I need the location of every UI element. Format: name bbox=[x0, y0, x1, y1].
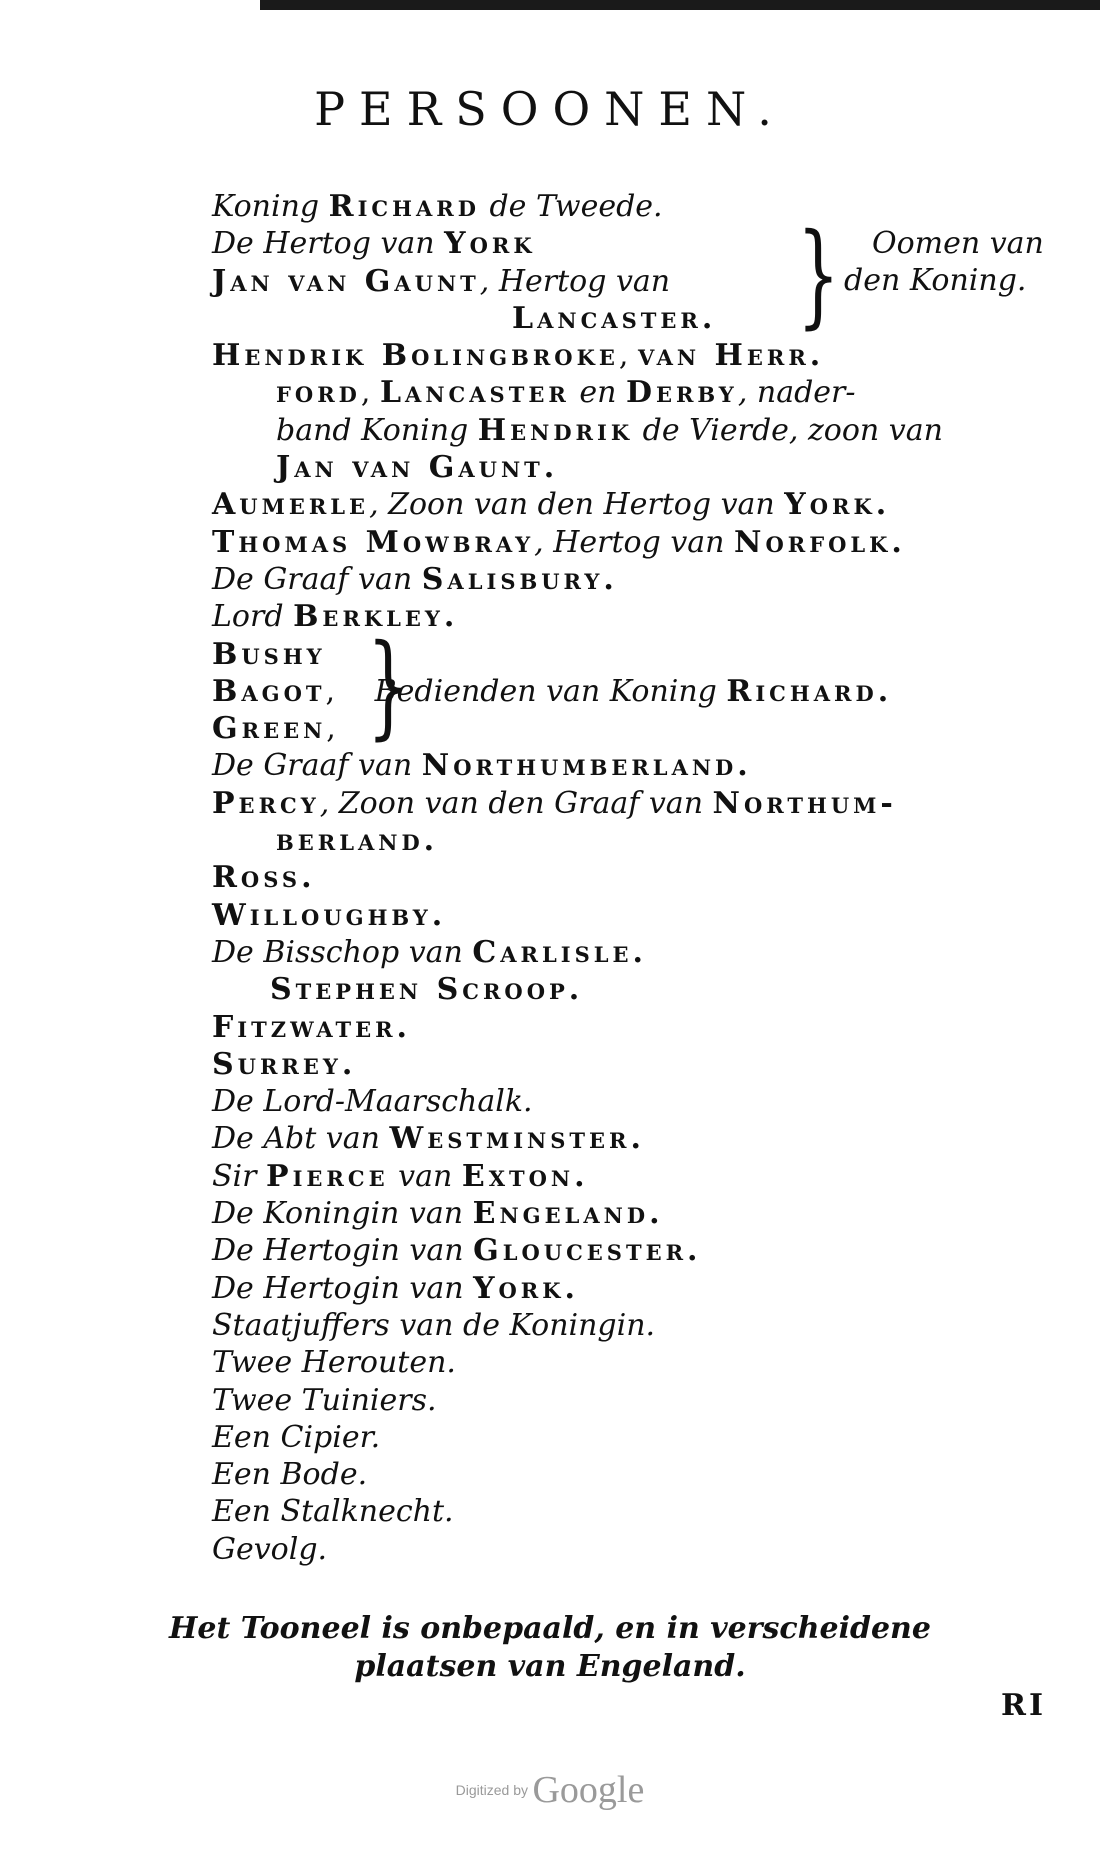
person-entry: De Graaf van Salisbury. bbox=[212, 561, 618, 597]
person-entry: Stephen Scroop. bbox=[270, 972, 584, 1008]
brace-note-line2: den Koning. bbox=[844, 263, 1027, 299]
watermark-prefix: Digitized by bbox=[455, 1782, 529, 1798]
person-entry: Green, bbox=[212, 711, 336, 747]
watermark-brand: Google bbox=[532, 1769, 645, 1811]
stage-direction bbox=[0, 1610, 1100, 1686]
person-entry: Een Bode. bbox=[212, 1457, 368, 1493]
person-entry: De Hertogin van York. bbox=[212, 1270, 579, 1306]
person-entry: Aumerle, Zoon van den Hertog van York. bbox=[212, 487, 891, 523]
page-title: PERSOONEN. bbox=[314, 82, 786, 136]
person-entry: De Abt van Westminster. bbox=[212, 1121, 645, 1157]
stage-line-1: Het Tooneel is onbepaald, en in verscheidene bbox=[169, 1611, 931, 1646]
person-entry: Hendrik Bolingbroke, van Herr. bbox=[212, 338, 825, 374]
digitization-watermark bbox=[0, 1768, 1100, 1812]
person-entry: Lord Berkley. bbox=[212, 599, 459, 635]
person-entry: Koning Richard de Tweede. bbox=[212, 189, 663, 224]
person-entry: Bushy } bbox=[212, 620, 410, 751]
person-entry: Gevolg. bbox=[212, 1531, 328, 1567]
curly-brace-icon: } bbox=[367, 620, 410, 751]
person-entry: Staatjuffers van de Koningin. bbox=[212, 1307, 656, 1343]
catchword: RI bbox=[1001, 1688, 1046, 1723]
person-entry: De Koningin van Engeland. bbox=[212, 1196, 664, 1232]
person-entry: Surrey. bbox=[212, 1046, 357, 1082]
person-entry: De Graaf van Northumberland. bbox=[212, 748, 752, 784]
person-entry: Bagot, Bedienden van Koning Richard. bbox=[212, 673, 893, 709]
person-entry: De Hertog van York } Oomen van den Koning. bbox=[212, 210, 1044, 341]
person-entry: Sir Pierce van Exton. bbox=[212, 1158, 589, 1194]
person-entry: De Lord-Maarschalk. bbox=[212, 1084, 533, 1120]
person-entry: Willoughby. bbox=[212, 897, 447, 933]
person-entry: De Hertogin van Gloucester. bbox=[212, 1233, 702, 1269]
top-edge-rule bbox=[260, 0, 1100, 10]
person-entry: Ross. bbox=[212, 860, 316, 896]
person-entry: Percy, Zoon van den Graaf van Northum- bbox=[212, 785, 897, 821]
person-entry: De Bisschop van Carlisle. bbox=[212, 934, 647, 970]
person-entry: Twee Herouten. bbox=[212, 1345, 456, 1381]
person-entry-continuation: Lancaster. bbox=[512, 300, 717, 336]
person-entry: Thomas Mowbray, Hertog van Norfolk. bbox=[212, 524, 906, 560]
person-entry: Jan van Gaunt, Hertog van bbox=[212, 263, 671, 299]
person-entry: Een Cipier. bbox=[212, 1419, 381, 1455]
curly-brace-icon: } bbox=[797, 210, 840, 341]
person-entry-continuation: band Koning Hendrik de Vierde, zoon van bbox=[276, 412, 943, 448]
stage-line-2: plaatsen van Engeland. bbox=[354, 1649, 746, 1684]
brace-note-line1: Oomen van bbox=[872, 226, 1044, 262]
person-entry: Fitzwater. bbox=[212, 1009, 411, 1045]
dramatis-personae-list bbox=[212, 188, 1062, 1568]
person-entry-continuation: Jan van Gaunt. bbox=[276, 450, 559, 486]
person-entry-continuation: ford, Lancaster en Derby, nader- bbox=[276, 375, 856, 411]
person-entry-continuation: berland. bbox=[276, 823, 439, 859]
person-entry: Een Stalknecht. bbox=[212, 1494, 454, 1530]
person-entry: Twee Tuiniers. bbox=[212, 1382, 437, 1418]
